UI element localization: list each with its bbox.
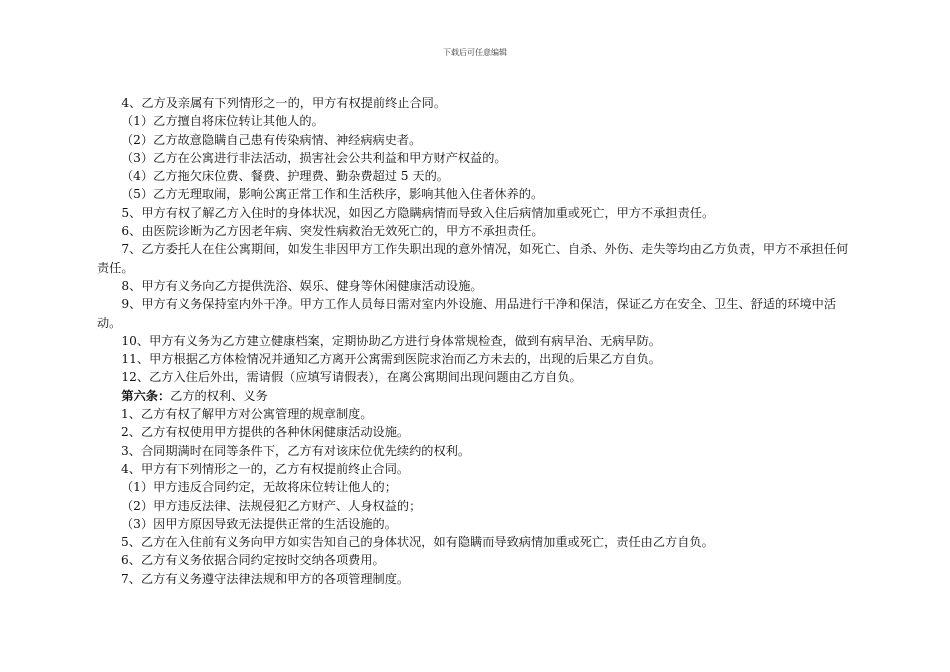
- clause-line: 9、甲方有义务保持室内外干净。甲方工作人员每日需对室内外设施、用品进行干净和保洁，保证乙方在安全、卫生、舒适的环境中活动。: [97, 297, 837, 330]
- clause-line: （1）乙方擅自将床位转让其他人的。: [121, 114, 324, 129]
- page-header: 下载后可任意编辑: [443, 48, 507, 57]
- clause-line: （1）甲方违反合同约定，无故将床位转让他人的；: [121, 480, 397, 495]
- section-number: 第六条：: [121, 388, 171, 403]
- clause-line: 7、乙方有义务遵守法律法规和甲方的各项管理制度。: [121, 571, 410, 586]
- clause-list-party-a: [97, 94, 860, 387]
- clause-line: 12、乙方入住后外出，需请假（应填写请假表），在离公寓期间出现问题由乙方自负。: [121, 370, 582, 385]
- clause-line: 6、乙方有义务依据合同约定按时交纳各项费用。: [121, 553, 385, 568]
- clause-line: （5）乙方无理取闹，影响公寓正常工作和生活秩序，影响其他入住者休养的。: [121, 187, 544, 202]
- clause-line: 4、乙方及亲属有下列情形之一的，甲方有权提前终止合同。: [121, 96, 447, 110]
- clause-line: 7、乙方委托人在住公寓期间，如发生非因甲方工作失职出现的意外情况，如死亡、自杀、外伤、走失等均由乙方负责，甲方不承担任何责任。: [97, 242, 849, 275]
- document-body: [97, 94, 860, 588]
- clause-line: 6、由医院诊断为乙方因老年病、突发性病救治无效死亡的，甲方不承担责任。: [121, 224, 544, 239]
- clause-line: （3）乙方在公寓进行非法活动，损害社会公共利益和甲方财产权益的。: [121, 150, 507, 165]
- clause-line: 5、甲方有权了解乙方入住时的身体状况，如因乙方隐瞒病情而导致入住后病情加重或死亡，甲方不承担责任。: [121, 205, 715, 220]
- clause-line: 11、甲方根据乙方体检情况并通知乙方离开公寓需到医院求治而乙方未去的，出现的后果乙方自负。: [121, 352, 661, 367]
- clause-line: 10、甲方有义务为乙方建立健康档案，定期协助乙方进行身体常规检查，做到有病早治、无病早防。: [121, 333, 661, 348]
- clause-line: 3、合同期满时在同等条件下，乙方有对该床位优先续约的权利。: [121, 443, 471, 458]
- section-title: 乙方的权利、义务: [170, 388, 268, 403]
- clause-line: （4）乙方拖欠床位费、餐费、护理费、勤杂费超过 5 天的。: [121, 169, 449, 184]
- clause-list-party-b: [97, 405, 860, 588]
- clause-line: 4、甲方有下列情形之一的，乙方有权提前终止合同。: [121, 461, 410, 476]
- clause-line: 5、乙方在入住前有义务向甲方如实告知自己的身体状况，如有隐瞒而导致病情加重或死亡，责任由乙方自负。: [121, 535, 714, 550]
- clause-line: （2）乙方故意隐瞒自己患有传染病情、神经病病史者。: [121, 132, 422, 147]
- clause-line: （2）甲方违反法律、法规侵犯乙方财产、人身权益的；: [121, 498, 422, 513]
- section-heading: [97, 387, 860, 405]
- clause-line: 8、甲方有义务向乙方提供洗浴、娱乐、健身等休闲健康活动设施。: [121, 278, 483, 293]
- clause-line: 2、乙方有权使用甲方提供的各种休闲健康活动设施。: [121, 425, 410, 440]
- clause-line: 1、乙方有权了解甲方对公寓管理的规章制度。: [121, 407, 373, 422]
- clause-line: （3）因甲方原因导致无法提供正常的生活设施的。: [121, 516, 397, 531]
